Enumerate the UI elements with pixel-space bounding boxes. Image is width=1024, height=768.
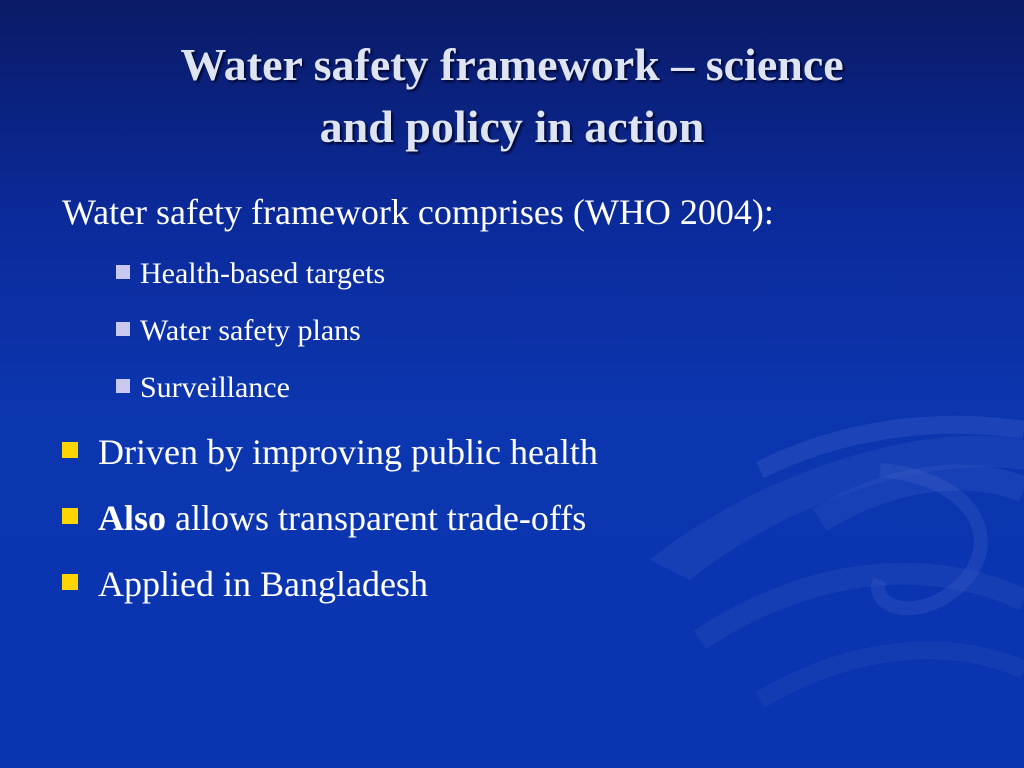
sub-bullet-label: Health-based targets (140, 257, 386, 290)
square-bullet-icon (62, 508, 78, 524)
sub-bullet-item (116, 313, 361, 349)
square-bullet-icon (116, 379, 130, 393)
main-bullet-label: Applied in Bangladesh (98, 564, 428, 604)
main-bullet-item (62, 562, 428, 606)
square-bullet-icon (116, 265, 130, 279)
main-bullet-item (62, 496, 586, 540)
main-bullet-item (62, 430, 598, 474)
square-bullet-icon (62, 442, 78, 458)
sub-bullet-item (116, 370, 290, 406)
main-bullet-label: Driven by improving public health (98, 432, 598, 472)
lead-text: Water safety framework comprises (WHO 2004): (62, 192, 774, 232)
main-bullet-bold: Also (98, 498, 167, 538)
title-line-1: Water safety framework – science (180, 39, 844, 90)
main-bullet-label: allows transparent trade-offs (166, 498, 587, 538)
sub-bullet-label: Water safety plans (140, 314, 361, 347)
title-line-2: and policy in action (319, 101, 705, 152)
square-bullet-icon (62, 574, 78, 590)
sub-bullet-label: Surveillance (140, 371, 290, 404)
square-bullet-icon (116, 322, 130, 336)
sub-bullet-item (116, 256, 385, 292)
